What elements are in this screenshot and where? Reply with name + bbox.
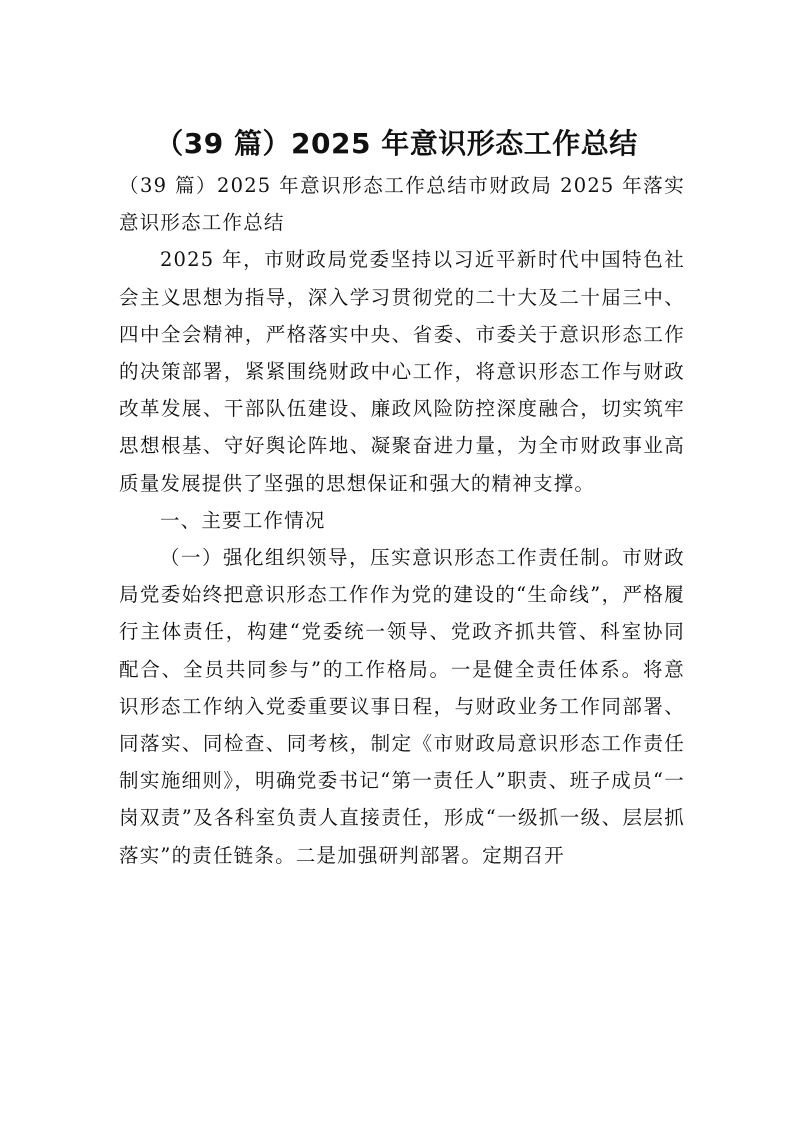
subtitle-paragraph: （39 篇）2025 年意识形态工作总结市财政局 2025 年落实意识形态工作总结 [119,174,685,235]
intro-paragraph: 2025 年，市财政局党委坚持以习近平新时代中国特色社会主义思想为指导，深入学习贯彻党的二十大及二十届三中、四中全会精神，严格落实中央、省委、市委关于意识形态工作的决策部署，紧紧围绕财政中心工作，将意识形态工作与财政改革发展、干部队伍建设、廉政风险防控深度融合，切实筑牢思想根基、守好舆论阵地、凝聚奋进力量，为全市财政事业高质量发展提供了坚强的思想保证和强大的精神支撑。 [119,248,685,495]
section-one-paragraph: （一）强化组织领导，压实意识形态工作责任制。市财政局党委始终把意识形态工作作为党的建设的“生命线”，严格履行主体责任，构建“党委统一领导、党政齐抓共管、科室协同配合、全员共同参与”的工作格局。一是健全责任体系。将意识形态工作纳入党委重要议事日程，与财政业务工作同部署、同落实、同检查、同考核，制定《市财政局意识形态工作责任制实施细则》，明确党委书记“第一责任人”职责、班子成员“一岗双责”及各科室负责人直接责任，形成“一级抓一级、层层抓落实”的责任链条。二是加强研判部署。定期召开 [119,546,685,867]
document-title: （39 篇）2025 年意识形态工作总结 [155,127,638,160]
section-heading: 一、主要工作情况 [159,508,326,532]
document-body [119,167,685,874]
